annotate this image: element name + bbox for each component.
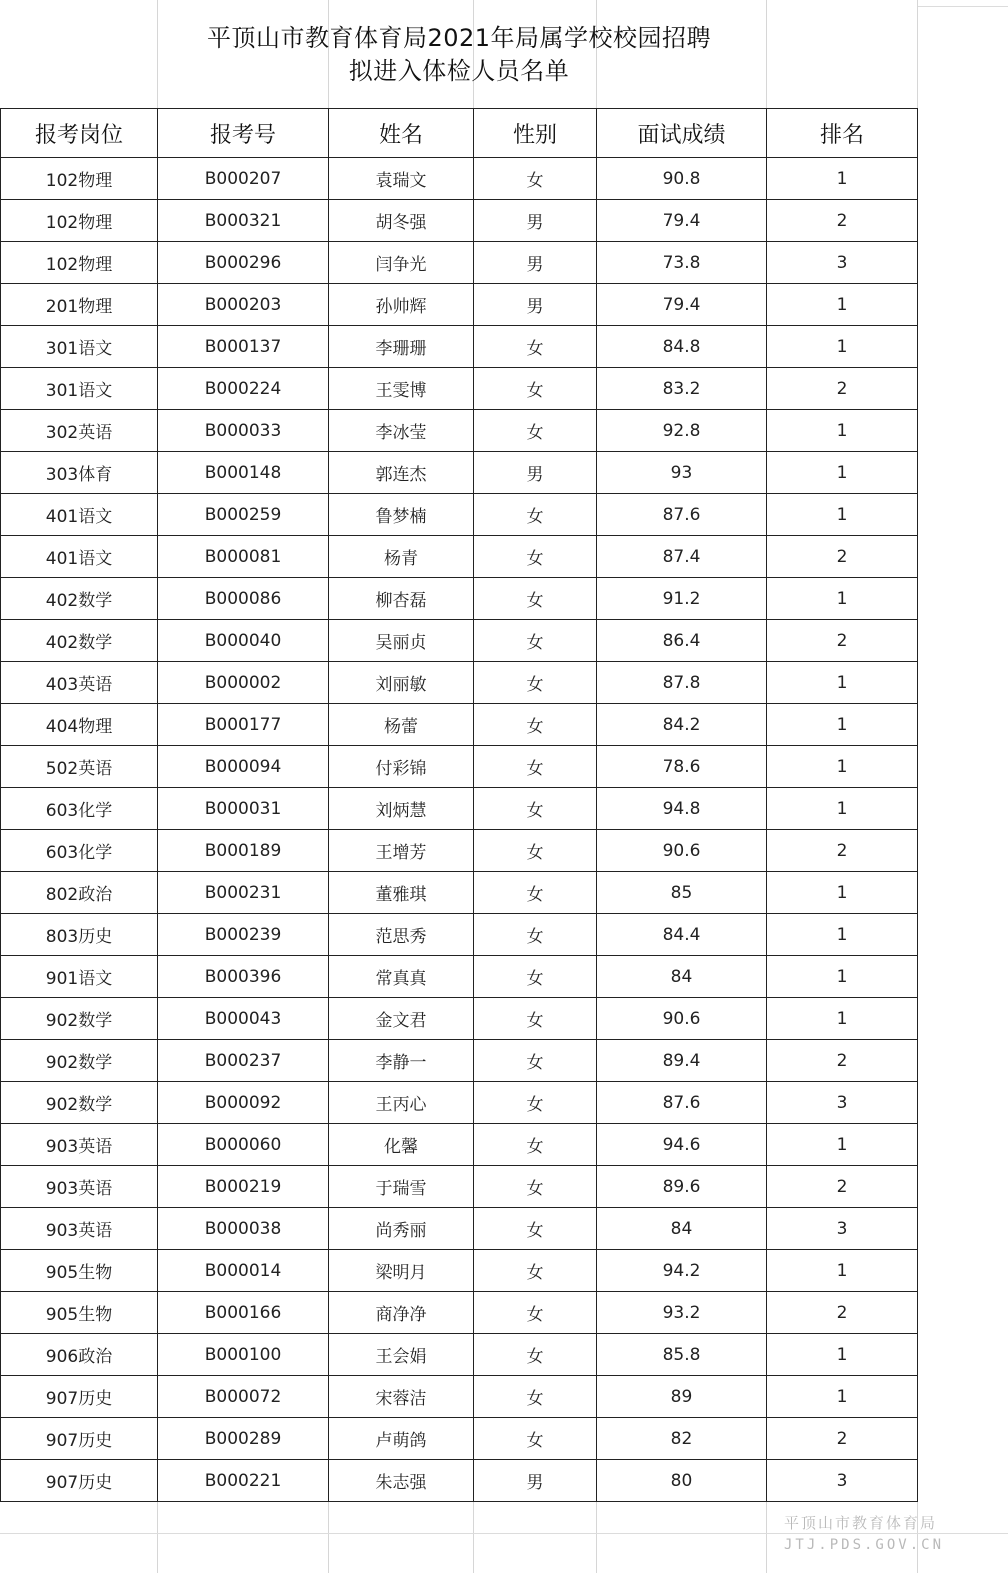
cell-rank: 1 [767, 998, 918, 1040]
cell-interview-score: 93.2 [597, 1292, 767, 1334]
cell-rank: 2 [767, 1166, 918, 1208]
cell-position: 402数学 [1, 578, 158, 620]
cell-rank: 2 [767, 1418, 918, 1460]
cell-exam-number: B000148 [158, 452, 329, 494]
cell-position: 907历史 [1, 1460, 158, 1502]
cell-name: 杨青 [329, 536, 474, 578]
cell-interview-score: 89 [597, 1376, 767, 1418]
cell-rank: 1 [767, 1376, 918, 1418]
cell-interview-score: 87.8 [597, 662, 767, 704]
cell-gender: 女 [474, 872, 597, 914]
cell-rank: 2 [767, 830, 918, 872]
cell-exam-number: B000259 [158, 494, 329, 536]
cell-interview-score: 87.4 [597, 536, 767, 578]
table-row [1, 1334, 918, 1376]
cell-exam-number: B000072 [158, 1376, 329, 1418]
cell-position: 903英语 [1, 1166, 158, 1208]
cell-name: 卢萌鸽 [329, 1418, 474, 1460]
table-row [1, 158, 918, 200]
table-row [1, 1292, 918, 1334]
cell-interview-score: 73.8 [597, 242, 767, 284]
cell-name: 郭连杰 [329, 452, 474, 494]
cell-name: 闫争光 [329, 242, 474, 284]
cell-exam-number: B000166 [158, 1292, 329, 1334]
cell-rank: 1 [767, 284, 918, 326]
cell-interview-score: 94.8 [597, 788, 767, 830]
cell-exam-number: B000033 [158, 410, 329, 452]
cell-position: 905生物 [1, 1292, 158, 1334]
cell-rank: 1 [767, 410, 918, 452]
cell-rank: 1 [767, 914, 918, 956]
cell-interview-score: 90.6 [597, 830, 767, 872]
cell-exam-number: B000189 [158, 830, 329, 872]
cell-position: 201物理 [1, 284, 158, 326]
cell-name: 于瑞雪 [329, 1166, 474, 1208]
cell-rank: 1 [767, 956, 918, 998]
cell-exam-number: B000014 [158, 1250, 329, 1292]
cell-interview-score: 86.4 [597, 620, 767, 662]
cell-rank: 2 [767, 620, 918, 662]
cell-name: 孙帅辉 [329, 284, 474, 326]
cell-position: 903英语 [1, 1124, 158, 1166]
cell-rank: 3 [767, 242, 918, 284]
table-row [1, 1082, 918, 1124]
cell-gender: 女 [474, 1250, 597, 1292]
cell-exam-number: B000207 [158, 158, 329, 200]
cell-position: 301语文 [1, 326, 158, 368]
cell-rank: 2 [767, 368, 918, 410]
table-header-row [1, 109, 918, 158]
cell-rank: 3 [767, 1208, 918, 1250]
cell-name: 王增芳 [329, 830, 474, 872]
cell-interview-score: 94.2 [597, 1250, 767, 1292]
cell-name: 梁明月 [329, 1250, 474, 1292]
cell-gender: 女 [474, 1208, 597, 1250]
cell-interview-score: 93 [597, 452, 767, 494]
cell-position: 902数学 [1, 1082, 158, 1124]
cell-name: 范思秀 [329, 914, 474, 956]
cell-name: 王丙心 [329, 1082, 474, 1124]
watermark-line-1: 平顶山市教育体育局 [784, 1514, 938, 1532]
cell-gender: 女 [474, 158, 597, 200]
cell-rank: 2 [767, 200, 918, 242]
cell-gender: 女 [474, 914, 597, 956]
cell-interview-score: 94.6 [597, 1124, 767, 1166]
cell-gender: 女 [474, 998, 597, 1040]
cell-name: 金文君 [329, 998, 474, 1040]
cell-gender: 女 [474, 326, 597, 368]
cell-rank: 1 [767, 746, 918, 788]
header-name: 姓名 [329, 109, 474, 158]
cell-position: 902数学 [1, 998, 158, 1040]
table-row [1, 1208, 918, 1250]
cell-name: 刘丽敏 [329, 662, 474, 704]
table-row [1, 536, 918, 578]
table-row [1, 1250, 918, 1292]
cell-interview-score: 89.4 [597, 1040, 767, 1082]
candidate-table [0, 108, 918, 1502]
title-line-2: 拟进入体检人员名单 [348, 57, 570, 85]
cell-exam-number: B000081 [158, 536, 329, 578]
cell-exam-number: B000043 [158, 998, 329, 1040]
cell-position: 802政治 [1, 872, 158, 914]
table-row [1, 1376, 918, 1418]
cell-name: 付彩锦 [329, 746, 474, 788]
document-title [0, 22, 918, 88]
cell-position: 404物理 [1, 704, 158, 746]
table-row [1, 1166, 918, 1208]
cell-interview-score: 90.8 [597, 158, 767, 200]
cell-exam-number: B000239 [158, 914, 329, 956]
cell-rank: 1 [767, 1250, 918, 1292]
table-row [1, 578, 918, 620]
cell-rank: 1 [767, 872, 918, 914]
cell-name: 袁瑞文 [329, 158, 474, 200]
cell-interview-score: 80 [597, 1460, 767, 1502]
cell-rank: 1 [767, 788, 918, 830]
cell-position: 301语文 [1, 368, 158, 410]
cell-exam-number: B000221 [158, 1460, 329, 1502]
cell-position: 102物理 [1, 200, 158, 242]
cell-interview-score: 84.2 [597, 704, 767, 746]
table-row [1, 620, 918, 662]
cell-gender: 女 [474, 662, 597, 704]
cell-gender: 女 [474, 1166, 597, 1208]
cell-exam-number: B000100 [158, 1334, 329, 1376]
table-row [1, 1460, 918, 1502]
cell-rank: 1 [767, 452, 918, 494]
cell-position: 303体育 [1, 452, 158, 494]
cell-gender: 女 [474, 494, 597, 536]
table-row [1, 326, 918, 368]
cell-position: 901语文 [1, 956, 158, 998]
cell-rank: 1 [767, 662, 918, 704]
table-body [1, 158, 918, 1502]
cell-interview-score: 82 [597, 1418, 767, 1460]
cell-exam-number: B000060 [158, 1124, 329, 1166]
cell-name: 吴丽贞 [329, 620, 474, 662]
table-row [1, 872, 918, 914]
cell-position: 902数学 [1, 1040, 158, 1082]
table-row [1, 1040, 918, 1082]
table-row [1, 200, 918, 242]
cell-gender: 男 [474, 452, 597, 494]
table-row [1, 1418, 918, 1460]
table-row [1, 956, 918, 998]
cell-gender: 女 [474, 1418, 597, 1460]
cell-rank: 3 [767, 1460, 918, 1502]
cell-rank: 3 [767, 1082, 918, 1124]
cell-interview-score: 87.6 [597, 1082, 767, 1124]
table-row [1, 662, 918, 704]
header-rank: 排名 [767, 109, 918, 158]
cell-name: 朱志强 [329, 1460, 474, 1502]
cell-rank: 1 [767, 704, 918, 746]
cell-exam-number: B000094 [158, 746, 329, 788]
table-row [1, 1124, 918, 1166]
table-row [1, 452, 918, 494]
cell-position: 907历史 [1, 1376, 158, 1418]
cell-name: 李静一 [329, 1040, 474, 1082]
header-gender: 性别 [474, 109, 597, 158]
cell-name: 董雅琪 [329, 872, 474, 914]
table-row [1, 410, 918, 452]
cell-name: 尚秀丽 [329, 1208, 474, 1250]
cell-rank: 2 [767, 536, 918, 578]
cell-gender: 女 [474, 368, 597, 410]
cell-name: 李冰莹 [329, 410, 474, 452]
cell-name: 刘炳慧 [329, 788, 474, 830]
cell-gender: 女 [474, 1292, 597, 1334]
cell-rank: 1 [767, 1124, 918, 1166]
cell-position: 302英语 [1, 410, 158, 452]
cell-exam-number: B000231 [158, 872, 329, 914]
cell-exam-number: B000237 [158, 1040, 329, 1082]
cell-gender: 女 [474, 746, 597, 788]
cell-position: 102物理 [1, 242, 158, 284]
cell-name: 王会娟 [329, 1334, 474, 1376]
table-row [1, 788, 918, 830]
cell-gender: 女 [474, 956, 597, 998]
cell-gender: 男 [474, 200, 597, 242]
cell-position: 903英语 [1, 1208, 158, 1250]
cell-position: 402数学 [1, 620, 158, 662]
cell-gender: 女 [474, 1040, 597, 1082]
header-exam-number: 报考号 [158, 109, 329, 158]
cell-exam-number: B000031 [158, 788, 329, 830]
cell-name: 鲁梦楠 [329, 494, 474, 536]
cell-name: 化馨 [329, 1124, 474, 1166]
cell-exam-number: B000040 [158, 620, 329, 662]
cell-gender: 男 [474, 242, 597, 284]
cell-position: 102物理 [1, 158, 158, 200]
cell-interview-score: 84.8 [597, 326, 767, 368]
header-interview-score: 面试成绩 [597, 109, 767, 158]
cell-name: 商净净 [329, 1292, 474, 1334]
cell-interview-score: 85.8 [597, 1334, 767, 1376]
cell-position: 803历史 [1, 914, 158, 956]
cell-rank: 1 [767, 494, 918, 536]
cell-gender: 女 [474, 536, 597, 578]
cell-interview-score: 89.6 [597, 1166, 767, 1208]
cell-interview-score: 79.4 [597, 200, 767, 242]
cell-exam-number: B000224 [158, 368, 329, 410]
cell-interview-score: 85 [597, 872, 767, 914]
cell-name: 李珊珊 [329, 326, 474, 368]
cell-position: 401语文 [1, 536, 158, 578]
table-row [1, 830, 918, 872]
cell-interview-score: 92.8 [597, 410, 767, 452]
header-position: 报考岗位 [1, 109, 158, 158]
cell-interview-score: 87.6 [597, 494, 767, 536]
cell-position: 502英语 [1, 746, 158, 788]
cell-exam-number: B000289 [158, 1418, 329, 1460]
cell-gender: 女 [474, 1082, 597, 1124]
cell-position: 603化学 [1, 788, 158, 830]
sheet-gridline [918, 6, 1008, 7]
watermark [784, 1512, 1004, 1556]
cell-position: 401语文 [1, 494, 158, 536]
watermark-line-2: JTJ.PDS.GOV.CN [784, 1537, 945, 1553]
cell-gender: 女 [474, 410, 597, 452]
cell-exam-number: B000038 [158, 1208, 329, 1250]
table-row [1, 242, 918, 284]
cell-rank: 1 [767, 1334, 918, 1376]
title-line-1: 平顶山市教育体育局2021年局属学校校园招聘 [206, 24, 712, 52]
cell-interview-score: 84 [597, 956, 767, 998]
cell-position: 907历史 [1, 1418, 158, 1460]
cell-name: 杨蕾 [329, 704, 474, 746]
cell-exam-number: B000321 [158, 200, 329, 242]
cell-interview-score: 90.6 [597, 998, 767, 1040]
cell-name: 常真真 [329, 956, 474, 998]
table-row [1, 746, 918, 788]
cell-gender: 女 [474, 1334, 597, 1376]
cell-rank: 2 [767, 1292, 918, 1334]
cell-gender: 男 [474, 1460, 597, 1502]
cell-gender: 女 [474, 788, 597, 830]
cell-rank: 2 [767, 1040, 918, 1082]
cell-exam-number: B000137 [158, 326, 329, 368]
cell-interview-score: 84 [597, 1208, 767, 1250]
cell-rank: 1 [767, 578, 918, 620]
table-row [1, 284, 918, 326]
cell-interview-score: 83.2 [597, 368, 767, 410]
table-row [1, 494, 918, 536]
table-row [1, 914, 918, 956]
cell-interview-score: 78.6 [597, 746, 767, 788]
table-row [1, 368, 918, 410]
cell-exam-number: B000002 [158, 662, 329, 704]
cell-name: 王雯博 [329, 368, 474, 410]
cell-exam-number: B000396 [158, 956, 329, 998]
cell-position: 906政治 [1, 1334, 158, 1376]
cell-gender: 女 [474, 620, 597, 662]
cell-interview-score: 79.4 [597, 284, 767, 326]
cell-gender: 女 [474, 1124, 597, 1166]
cell-interview-score: 84.4 [597, 914, 767, 956]
cell-gender: 女 [474, 704, 597, 746]
cell-rank: 1 [767, 326, 918, 368]
cell-exam-number: B000203 [158, 284, 329, 326]
cell-rank: 1 [767, 158, 918, 200]
cell-exam-number: B000086 [158, 578, 329, 620]
cell-name: 柳杏磊 [329, 578, 474, 620]
cell-interview-score: 91.2 [597, 578, 767, 620]
cell-name: 宋蓉洁 [329, 1376, 474, 1418]
cell-name: 胡冬强 [329, 200, 474, 242]
cell-gender: 女 [474, 1376, 597, 1418]
cell-position: 905生物 [1, 1250, 158, 1292]
table-row [1, 704, 918, 746]
table-row [1, 998, 918, 1040]
cell-exam-number: B000219 [158, 1166, 329, 1208]
cell-gender: 女 [474, 578, 597, 620]
cell-exam-number: B000296 [158, 242, 329, 284]
cell-position: 603化学 [1, 830, 158, 872]
cell-exam-number: B000177 [158, 704, 329, 746]
cell-gender: 女 [474, 830, 597, 872]
cell-position: 403英语 [1, 662, 158, 704]
cell-gender: 男 [474, 284, 597, 326]
cell-exam-number: B000092 [158, 1082, 329, 1124]
